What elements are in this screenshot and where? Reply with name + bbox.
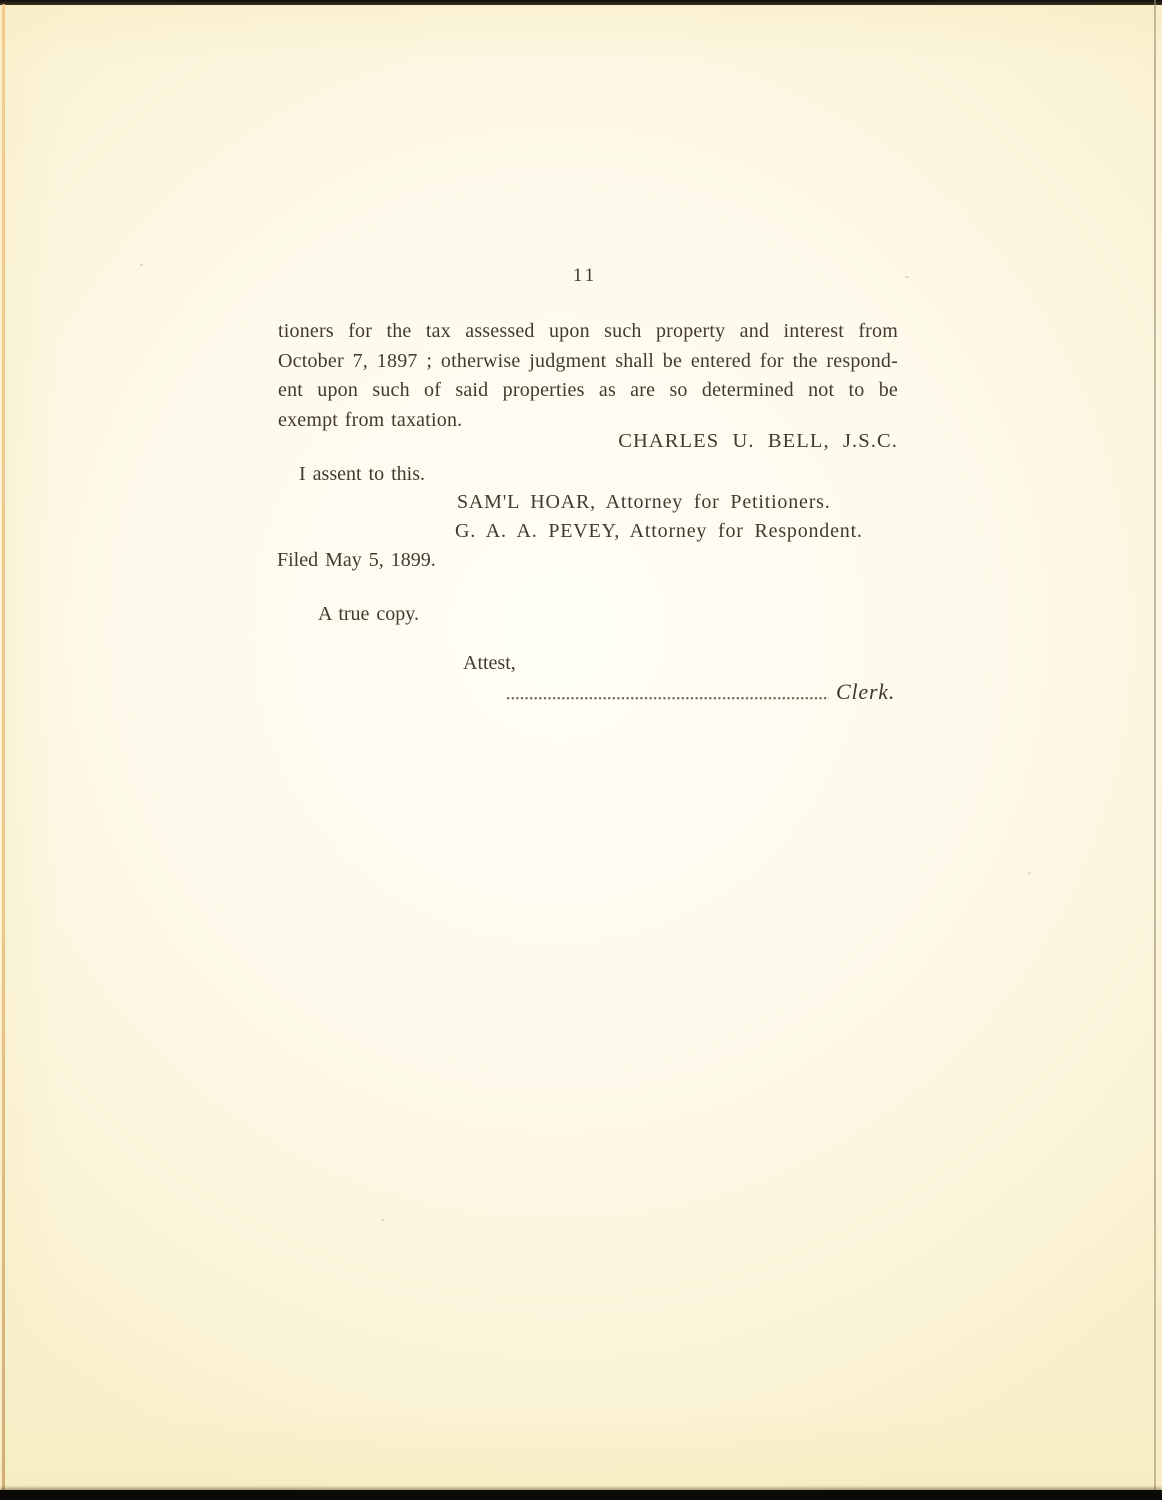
filed-date-line: Filed May 5, 1899. [277,549,436,571]
page-number: 11 [572,265,598,286]
paragraph-line: ent upon such of said properties as are so determined not to be [278,379,898,401]
scan-speck [381,1219,384,1221]
attorney-respondent-signature: G. A. A. PEVEY, Attorney for Respondent. [455,520,863,542]
scan-speck [140,264,143,266]
clerk-signature-dotted-line [507,697,829,700]
attorney-petitioners-signature: SAM'L HOAR, Attorney for Petitioners. [457,491,831,513]
attest-label: Attest, [463,652,516,674]
scan-edge-top [0,0,1162,5]
clerk-label: Clerk. [836,679,896,704]
paragraph-line: tioners for the tax assessed upon such property and interest from [278,320,898,342]
paragraph-line: exempt from taxation. [278,408,463,431]
assent-line: I assent to this. [299,463,425,485]
scan-speck [1028,872,1031,875]
judge-signature: CHARLES U. BELL, J.S.C. [618,430,898,452]
scan-speck [905,276,909,278]
scan-edge-left [2,4,5,1496]
scan-edge-bottom [0,1490,1162,1500]
paragraph-line: October 7, 1897 ; otherwise judgment shall be entered for the respond- [278,349,898,372]
body-paragraph [278,317,898,435]
true-copy-line: A true copy. [318,603,420,625]
scan-edge-right [1154,0,1156,1496]
